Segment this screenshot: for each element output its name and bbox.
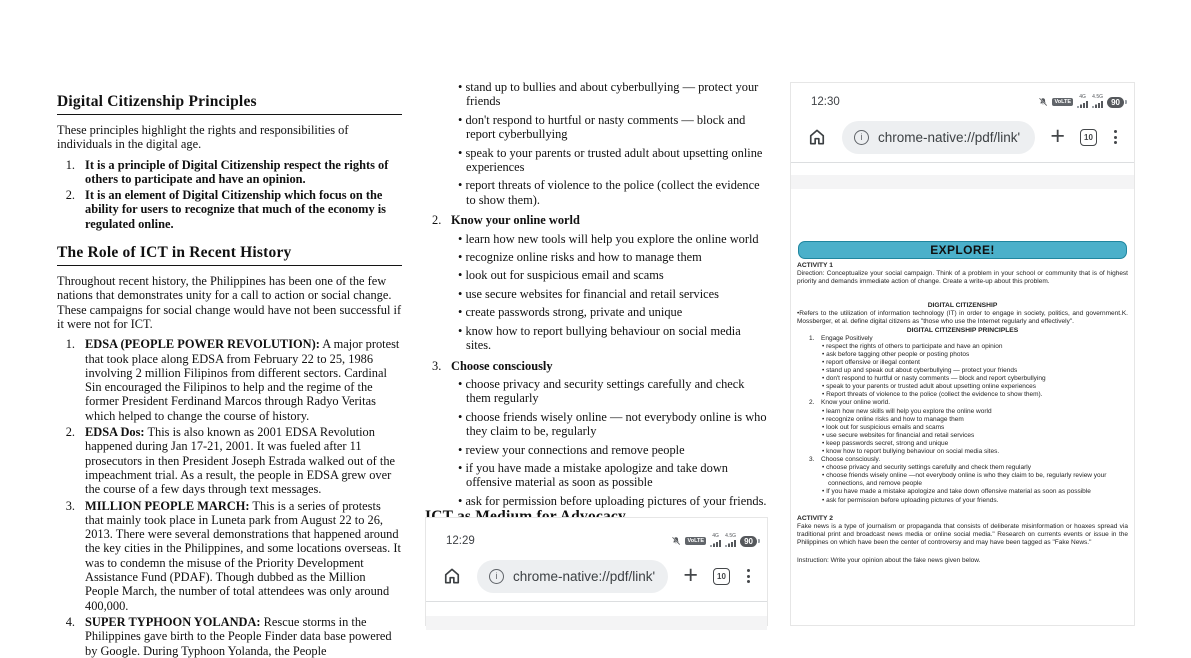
signal-sim1-icon: 4G [1077, 96, 1088, 108]
bullet: • keep passwords secret, strong and unique [797, 440, 1128, 448]
signal-sim2-icon: 4.5G [725, 535, 736, 547]
description: A major protest that took place along EDSA from February 22 to 25, 1986 involving 2 million Filipinos from different sectors. Cardinal Sin encouraged the Filipinos to help and the regime of the former President Ferdinand Marcos through Radyo Veritas which helped to change the course of history. [85, 337, 400, 423]
volte-badge: VoLTE [1054, 99, 1072, 105]
left-column [57, 93, 402, 658]
page-gap-strip [791, 175, 1134, 189]
bullet: • use secure websites for financial and retail services [797, 432, 1128, 440]
clock: 12:30 [811, 96, 840, 108]
status-icons [1038, 96, 1124, 108]
bullet: • Report threats of violence to the police (collect the evidence to show them). [797, 391, 1128, 399]
battery-icon: 90 [1107, 97, 1124, 108]
term: MILLION PEOPLE MARCH: [85, 498, 250, 513]
bullet: • look out for suspicious email and scams [451, 268, 768, 282]
pdf-page [791, 241, 1134, 565]
status-bar [791, 93, 1134, 111]
list-item: 1. EDSA (PEOPLE POWER REVOLUTION): A major protest that took place along EDSA from February 22 to 25, 1986 involving 2 million Filipinos from different sectors. Cardinal Sin encouraged the Filipinos to help and the regime of the former President Ferdinand Marcos through Radyo Veritas which helped to change the course of history. [65, 337, 400, 423]
know-your-online-world-item: 2. Know your online world [432, 213, 580, 228]
choose-bullets [451, 377, 768, 508]
browser-toolbar [426, 558, 767, 594]
bullet: • report offensive or illegal content [797, 359, 1128, 367]
dcp-list [57, 158, 402, 231]
bullet: • report threats of violence to the police (collect the evidence to show them). [451, 178, 768, 207]
bullet: • If you have made a mistake apologize and take down offensive material as soon as possible [797, 488, 1128, 496]
tab-switcher[interactable]: 10 [713, 568, 730, 585]
digital-citizenship-text: •Refers to the utilization of information technology (IT) in order to engage in society, politics, and government.K. Mossberger, et al. define digital citizens as "those who use the Internet regularly and effectively". [797, 310, 1128, 326]
home-icon[interactable] [442, 566, 462, 586]
bullet: • recognize online risks and how to manage them [451, 250, 768, 264]
term: EDSA Dos: [85, 425, 145, 440]
signal-sim1-icon: 4G [710, 535, 721, 547]
status-icons [671, 535, 757, 547]
url-text: chrome-native://pdf/link' [878, 129, 1021, 145]
list-item: 1. It is a principle of Digital Citizenship respect the rights of others to participate and have an opinion. [65, 157, 389, 186]
bullet: • create passwords strong, private and unique [451, 305, 768, 319]
bullet: • stand up to bullies and about cyberbullying — protect your friends [451, 80, 768, 109]
activity2-text: Fake news is a type of journalism or propaganda that consists of deliberate misinformation or hoaxes spread via traditional print and broadcast news media or online social media." Research on currents events or issue in the Philippines on which have been the center of controversy and may have been tagged as "Fake News." [797, 522, 1128, 546]
list-item: 2. It is an element of Digital Citizenship which focus on the ability for users to recognize that much of the economy is regulated online. [65, 188, 387, 231]
bullet: • speak to your parents or trusted adult about upsetting online experiences [797, 383, 1128, 391]
principle-item: 2. Know your online world. [809, 399, 891, 407]
principles-heading: DIGITAL CITIZENSHIP PRINCIPLES [906, 326, 1019, 334]
description: Rescue storms in the Philippines gave birth to the People Finder data base powered by Google. During Typhoon Yolanda, the People [85, 614, 392, 658]
middle-column [425, 80, 768, 530]
term: SUPER TYPHOON YOLANDA: [85, 614, 261, 629]
heading-digital-citizenship-principles: Digital Citizenship Principles [57, 93, 402, 115]
list-item: 2. EDSA Dos: This is also known as 2001 EDSA Revolution happened during Jan 17-21, 2001. It was fueled after 11 prosecutors in then President Joseph Estrada walked out of the impeachment trial. As a result, the people in EDSA grew over the course of a few days through text messages. [65, 425, 396, 497]
bullet: • speak to your parents or trusted adult about upsetting online experiences [451, 146, 768, 175]
ict-intro: Throughout recent history, the Philippines has been one of the few nations that demonstrates unity for a call to action or social change. These campaigns for social change would have not been successful if it were not for ICT. [57, 274, 402, 331]
menu-icon[interactable] [745, 567, 752, 585]
principle-item: 1. Engage Positively [809, 334, 873, 342]
list-item: 4. SUPER TYPHOON YOLANDA: Rescue storms in the Philippines gave birth to the People Finder data base powered by Google. During Typhoon Yolanda, the People [65, 614, 392, 658]
bell-muted-icon [671, 536, 681, 546]
bullet: • choose privacy and security settings carefully and check them regularly [797, 464, 1128, 472]
info-icon[interactable]: i [854, 130, 869, 145]
browser-toolbar [791, 119, 1134, 155]
dcp-intro: These principles highlight the rights and responsibilities of individuals in the digital age. [57, 123, 349, 152]
bullet: • don't respond to hurtful or nasty comments — block and report cyberbullying [451, 113, 768, 142]
bullet: • stand up and speak out about cyberbullying — protect your friends [797, 367, 1128, 375]
choose-consciously-item: 3. Choose consciously [432, 358, 553, 373]
tab-switcher[interactable]: 10 [1080, 129, 1097, 146]
bullet: • choose friends wisely online —not everybody online is who they claim to be, regularly review your connections, and remove people [797, 472, 1128, 488]
instruction-text: Instruction: Write your opinion about the fake news given below. [797, 557, 981, 564]
bullet: • ask for permission before uploading pictures of your friends. [797, 497, 1128, 505]
battery-icon: 90 [740, 536, 757, 547]
bullet: • know how to report bullying behaviour on social media sites. [797, 448, 1128, 456]
activity2-title: ACTIVITY 2 [797, 514, 833, 522]
bullet: • use secure websites for financial and retail services [451, 287, 768, 301]
bullet: • know how to report bullying behaviour on social media sites. [451, 324, 768, 353]
phone-screenshot-1229 [425, 517, 768, 626]
engage-positively-bullets [451, 80, 768, 207]
bullet: • recognize online risks and how to manage them [797, 416, 1128, 424]
explore-banner: EXPLORE! [798, 241, 1127, 259]
digital-citizenship-heading: DIGITAL CITIZENSHIP [927, 302, 998, 310]
activity1-title: ACTIVITY 1 [797, 262, 833, 269]
bullet: • choose friends wisely online — not everybody online is who they claim to be, regularly [451, 410, 768, 439]
know-bullets [451, 232, 768, 353]
new-tab-icon[interactable]: + [683, 560, 698, 589]
info-icon[interactable]: i [489, 569, 504, 584]
new-tab-icon[interactable]: + [1050, 121, 1065, 150]
clock: 12:29 [446, 535, 475, 547]
activity1-text: Direction: Conceptualize your social campaign. Think of a problem in your school or community that is of highest priority and demands immediate action of change. Create a write-up about this problem. [797, 270, 1128, 286]
principle-item: 3. Choose consciously. [809, 456, 881, 464]
bullet: • ask for permission before uploading pictures of your friends. [451, 494, 768, 508]
bullet: • ask before tagging other people or posting photos [797, 351, 1128, 359]
ict-list [57, 337, 402, 658]
toolbar-divider [791, 162, 1134, 163]
home-icon[interactable] [807, 127, 827, 147]
url-text: chrome-native://pdf/link' [513, 568, 656, 584]
description: This is also known as 2001 EDSA Revolution happened during Jan 17-21, 2001. It was fueled after 11 prosecutors in then President Joseph Estrada walked out of the impeachment trial. As a result, the people in EDSA grew over the course of a few days through text messages. [85, 425, 396, 497]
bell-muted-icon [1038, 97, 1048, 107]
url-bar[interactable] [477, 560, 668, 593]
toolbar-divider [426, 601, 767, 602]
page-gap-strip [426, 616, 767, 630]
signal-sim2-icon: 4.5G [1092, 96, 1103, 108]
bullet: • choose privacy and security settings carefully and check them regularly [451, 377, 768, 406]
bullet: • learn how new skills will help you explore the online world [797, 408, 1128, 416]
list-item: 3. MILLION PEOPLE MARCH: This is a series of protests that mainly took place in Luneta park from August 22 to 26, 2013. There were several demonstrations that happened around the key cities in the Philippines, and some locations overseas. It was to condemn the misuse of the Priority Development Assistance Fund (PDAF). Though dubbed as the Million People March, the number of total attendees was only around 400,000. [65, 498, 401, 613]
bullet: • don't respond to hurtful or nasty comments — block and report cyberbullying [797, 375, 1128, 383]
bullet: • respect the rights of others to participate and have an opinion [797, 343, 1128, 351]
bullet: • if you have made a mistake apologize and take down offensive material as soon as possible [451, 461, 768, 490]
heading-role-of-ict: The Role of ICT in Recent History [57, 244, 402, 266]
bullet: • review your connections and remove people [451, 443, 768, 457]
phone-screenshot-1230 [790, 82, 1135, 626]
url-bar[interactable] [842, 121, 1035, 154]
bullet: • look out for suspicious emails and scams [797, 424, 1128, 432]
description: This is a series of protests that mainly took place in Luneta park from August 22 to 26, 2013. There were several demonstrations that happened around the key cities in the Philippines, and some locations overseas. It was to condemn the misuse of the Priority Development Assistance Fund (PDAF). Though dubbed as the Million People March, the number of total attendees was only around 400,000. [85, 498, 401, 613]
status-bar [426, 532, 767, 550]
volte-badge: VoLTE [687, 538, 705, 544]
bullet: • learn how new tools will help you explore the online world [451, 232, 768, 246]
term: EDSA (PEOPLE POWER REVOLUTION): [85, 337, 320, 352]
menu-icon[interactable] [1112, 128, 1119, 146]
